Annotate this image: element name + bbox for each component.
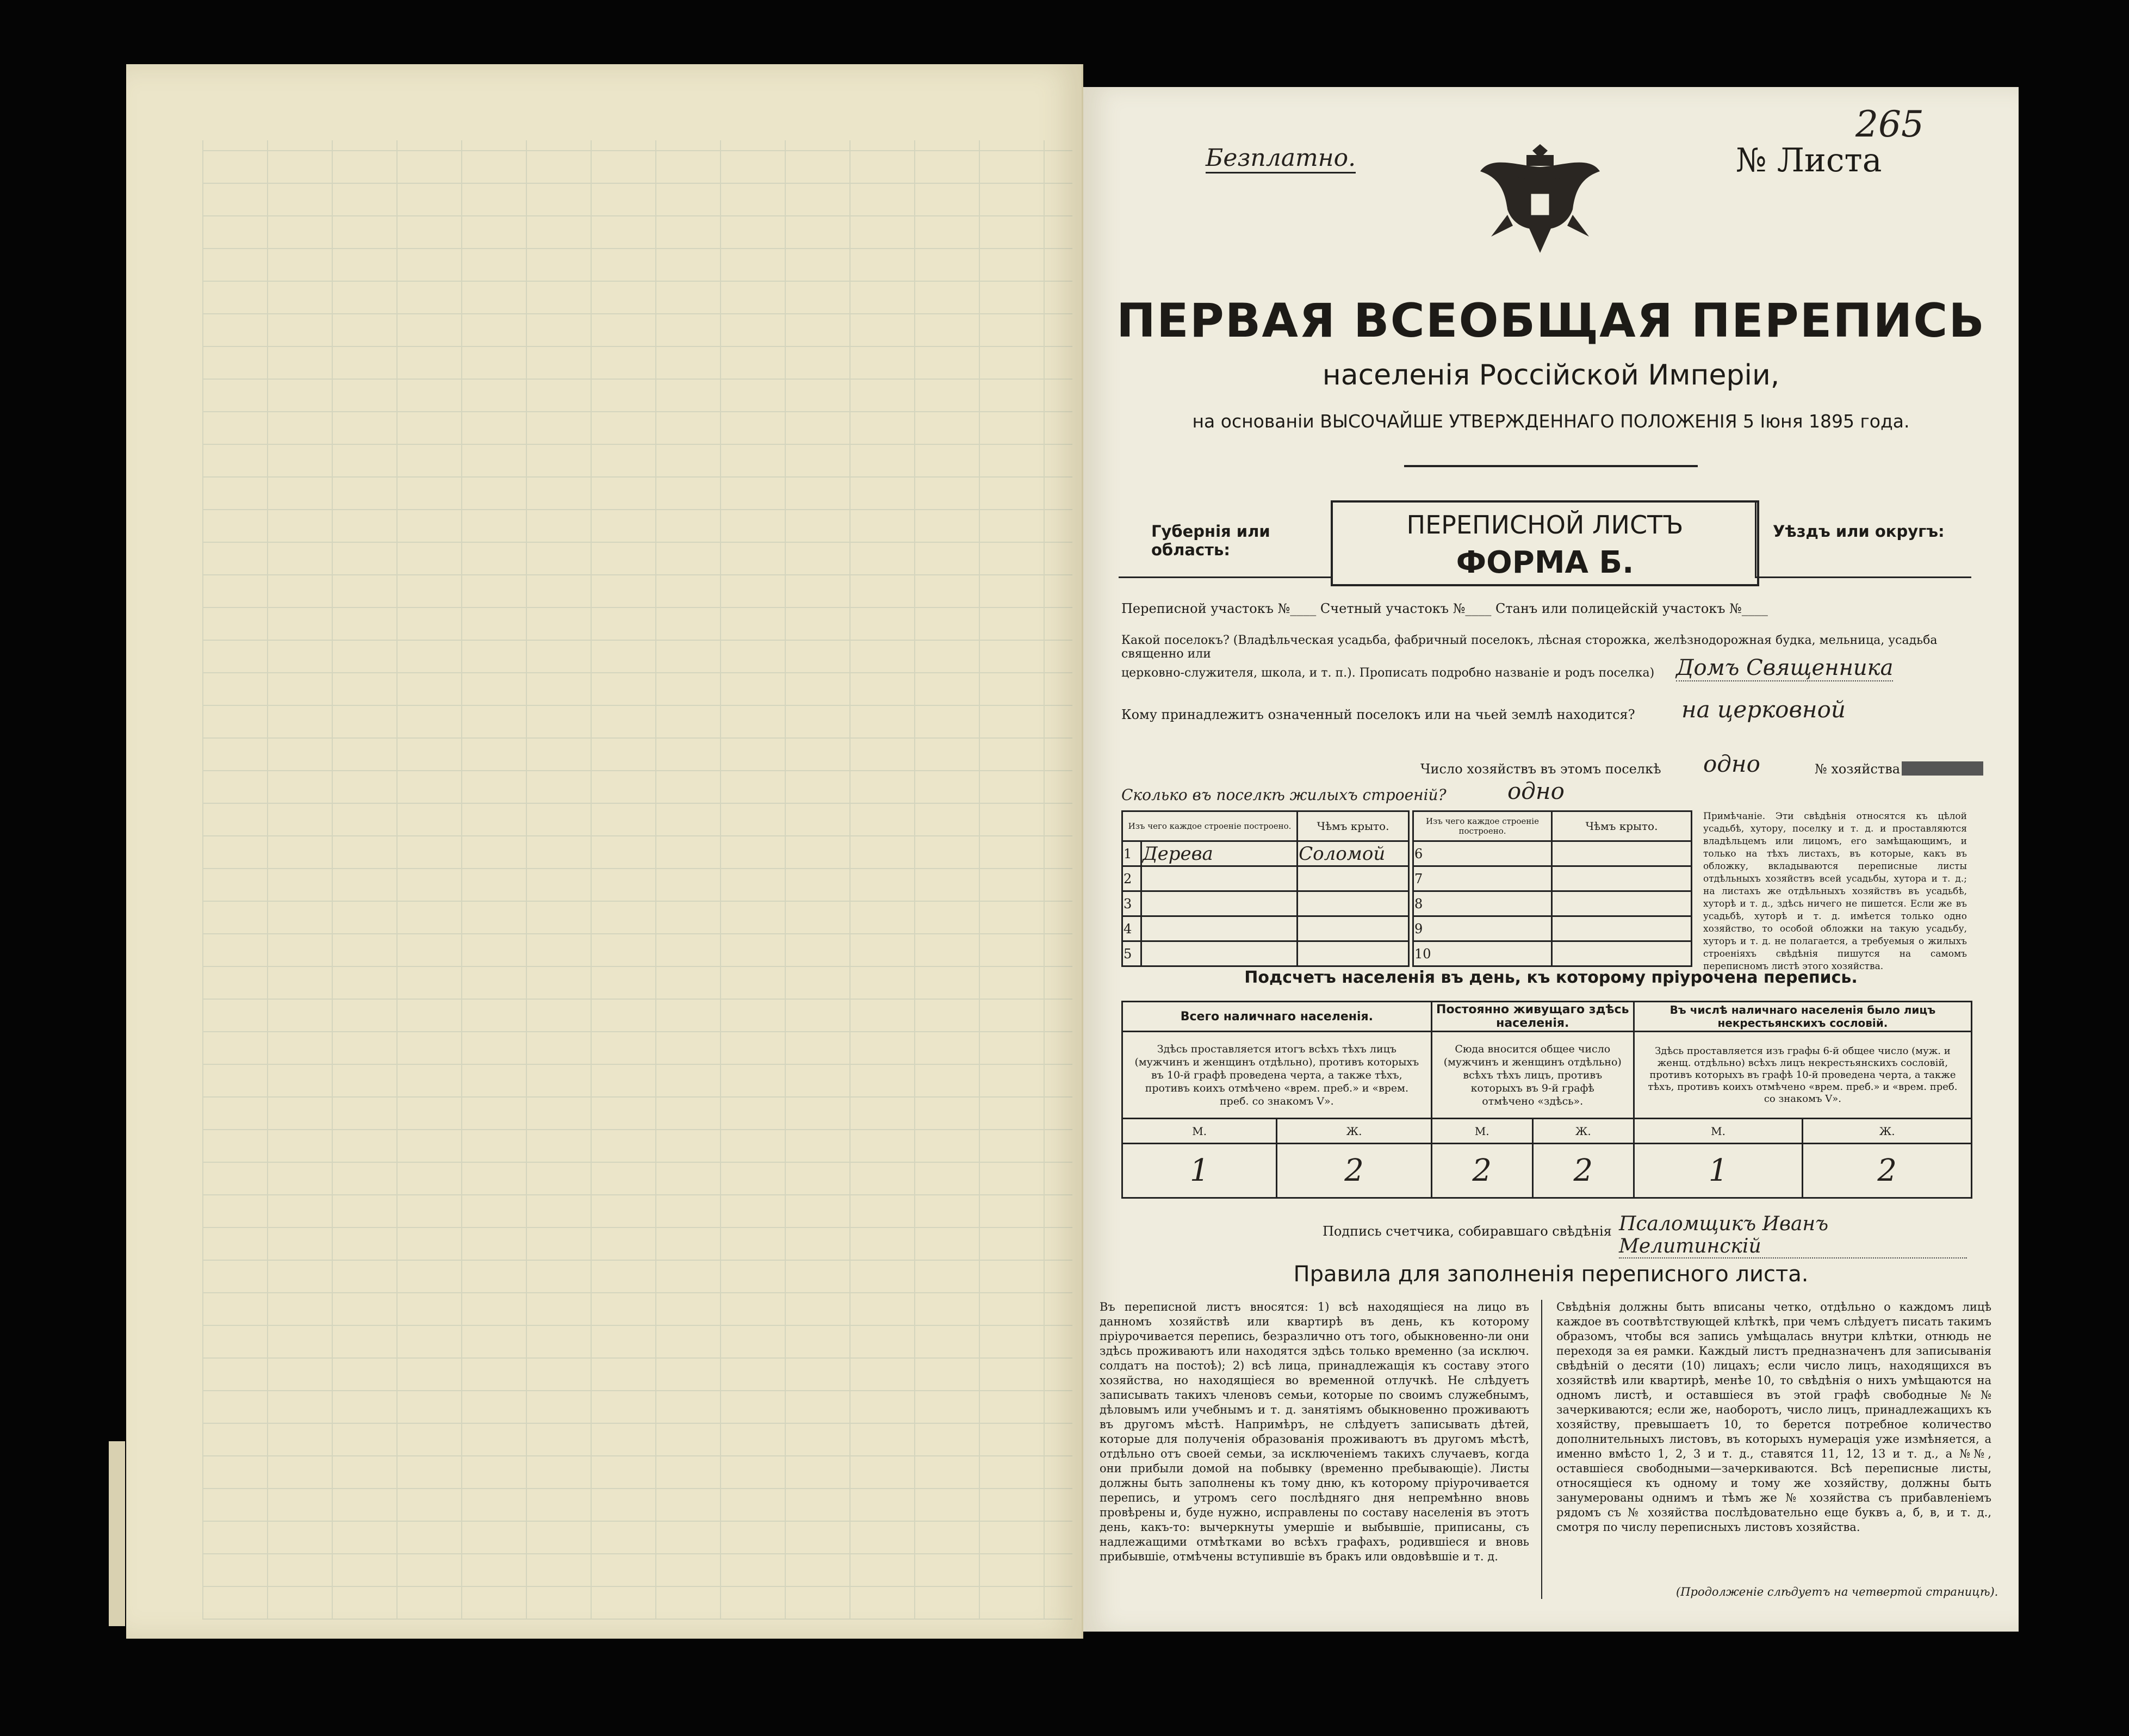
population-count-table [1121, 1001, 1972, 1199]
row-number: 5 [1122, 941, 1141, 966]
roof-cell [1298, 891, 1409, 916]
roof-cell [1552, 841, 1692, 866]
form-title-box [1331, 500, 1759, 586]
material-header: Изъ чего каждое строеніе построено. [1122, 811, 1298, 841]
row-number: 9 [1413, 916, 1552, 941]
form-name: ФОРМА Б. [1456, 545, 1634, 580]
page-stack-edge [109, 1441, 125, 1626]
buildings-table-left [1121, 810, 1410, 967]
female-label: Ж. [1277, 1119, 1431, 1144]
buildings-note: Примѣчаніе. Эти свѣдѣнія относятся къ цѣлой усадьбѣ, хутору, поселку и т. д. и проставляются владѣльцемъ или лицомъ, его замѣщающимъ, и только на тѣхъ листахъ, въ которые, какъ въ обложку, вкладываются переписные листы отдѣльныхъ хозяйствъ всей усадьбы, хутора и т. д.; на листахъ же отдѣльныхъ хозяйствъ въ усадьбѣ, хуторѣ и т. д., здѣсь ничего не пишется. Если же въ усадьбѣ, хуторѣ и т. д. имѣется только одно хозяйство, то особой обложки на такую усадьбу, хуторъ и т. д. не полагается, а требуемыя о жилыхъ строеніяхъ свѣдѣнія пишутся на самомъ переписномъ листѣ этого хозяйства. [1703, 811, 1967, 972]
female-label: Ж. [1803, 1119, 1972, 1144]
row-number: 3 [1122, 891, 1141, 916]
sheet-number-label: № Листа [1736, 141, 1882, 179]
roof-cell: Соломой [1298, 841, 1409, 866]
census-title: ПЕРВАЯ ВСЕОБЩАЯ ПЕРЕПИСЬ [1116, 294, 1985, 348]
district-numbers-line: Переписной участокъ №____ Счетный участокъ №____ Станъ или полицейскій участокъ №____ [1121, 601, 1768, 616]
form-header-boxes [1119, 500, 1970, 582]
buildings-value: одно [1507, 778, 1565, 804]
total-male-value: 1 [1122, 1144, 1277, 1198]
census-form-page [1083, 87, 2019, 1632]
settlement-question: Какой поселокъ? (Владѣльческая усадьба, фабричный поселокъ, лѣсная сторожка, желѣзнодорожная будка, мельница, усадьба священно или [1121, 634, 1938, 661]
roof-header: Чѣмъ крыто. [1298, 811, 1409, 841]
rules-right-column: Свѣдѣнія должны быть вписаны четко, отдѣльно о каждомъ лицѣ каждое въ соотвѣтствующей клѣткѣ, при чемъ слѣдуетъ писать такимъ образомъ, чтобы вся запись умѣщалась внутри клѣтки, отнюдь не переходя за ея рамки. Каждый листъ предназначенъ для записыванія свѣдѣній о десяти (10) лицахъ; если число лицъ, находящихся въ хозяйствѣ или квартирѣ, менѣе 10, то свѣдѣнія о нихъ умѣщаются на одномъ листѣ, и оставшіеся въ этой графѣ свободные №№ зачеркиваются; если же, наоборотъ, число лицъ, принадлежащихъ къ хозяйству, превышаетъ 10, то берется потребное количество дополнительныхъ листовъ, въ которыхъ нумерація уже измѣняется, а именно вмѣсто 1, 2, 3 и т. д., ставятся 11, 12, 13 и т. д., а №№, оставшіеся свободными—зачеркиваются. Всѣ переписные листы, относящіеся къ одному и тому же хозяйству, должны быть занумерованы однимъ и тѣмъ же № хозяйства съ прибавленіемъ рядомъ съ № хозяйства послѣдовательно еще буквъ а, б, в, и т. д., смотря по числу переписныхъ листовъ хозяйства. [1556, 1300, 1991, 1534]
settlement-value: Домъ Священника [1676, 655, 1894, 680]
census-subtitle: населенія Россійской Имперіи, [1322, 359, 1780, 392]
material-cell [1141, 891, 1298, 916]
roof-cell [1298, 866, 1409, 891]
buildings-table-right [1412, 810, 1692, 967]
owner-question: Кому принадлежитъ означенный поселокъ или на чьей землѣ находится? [1121, 707, 1635, 722]
row-number: 2 [1122, 866, 1141, 891]
material-cell [1141, 916, 1298, 941]
permanent-female-value: 2 [1532, 1144, 1634, 1198]
rules-left-column: Въ переписной листъ вносятся: 1) всѣ находящіеся на лицо въ данномъ хозяйствѣ или квартирѣ въ день, къ которому пріурочивается перепись, безразлично отъ того, обыкновенно-ли они здѣсь проживаютъ или находятся здѣсь только временно (за исключ. солдатъ на постоѣ); 2) всѣ лица, принадлежащія къ составу этого хозяйства, но находящіеся во временной отлучкѣ. Не слѣдуетъ записывать такихъ членовъ семьи, которые по своимъ служебнымъ, дѣловымъ или учебнымъ и т. д. занятіямъ обыкновенно проживаютъ въ другомъ мѣстѣ. Напримѣръ, не слѣдуетъ записывать дѣтей, которые для полученія образованія проживаютъ въ другомъ мѣстѣ, отдѣльно отъ своей семьи, за исключеніемъ такихъ случаевъ, когда они прибыли домой на побывку (временно пребывающіе). Листы должны быть заполнены къ тому дню, къ которому пріурочивается перепись, и утромъ сего послѣдняго дня непремѣнно вновь провѣрены и, буде нужно, исправлены по составу населенія въ этотъ день, какъ-то: вычеркнуты умершіе и выбывшіе, приписаны, съ надлежащими отмѣтками во всѣхъ графахъ, родившіеся и вновь прибывшіе, отмѣчены вступившіе въ бракъ или овдовѣвшіе и т. д. [1100, 1300, 1529, 1563]
male-label: М. [1122, 1119, 1277, 1144]
row-number: 7 [1413, 866, 1552, 891]
roof-cell [1552, 916, 1692, 941]
material-cell [1141, 866, 1298, 891]
total-present-desc: Здѣсь проставляется итогъ всѣхъ тѣхъ лицъ (мужчинъ и женщинъ отдѣльно), противъ которыхъ въ 10-й графѣ проведена черта, а также тѣхъ, противъ коихъ отмѣчено «врем. преб.» и «врем. преб. со знакомъ V». [1122, 1032, 1432, 1119]
guberniya-label: Губернія или область: [1151, 522, 1270, 559]
rules-title: Правила для заполненія переписного листа. [1293, 1262, 1809, 1287]
roof-cell [1298, 916, 1409, 941]
household-number-blackout [1902, 761, 1983, 776]
owner-value: на церковной [1681, 696, 1846, 723]
row-number: 8 [1413, 891, 1552, 916]
double-headed-eagle-emblem [1475, 133, 1605, 280]
household-number-label: № хозяйства [1815, 761, 1901, 777]
total-female-value: 2 [1277, 1144, 1431, 1198]
non-peasant-male-value: 1 [1634, 1144, 1803, 1198]
form-title: ПЕРЕПИСНОЙ ЛИСТЪ [1406, 510, 1684, 540]
roof-cell [1298, 941, 1409, 966]
uezd-box [1755, 500, 1971, 578]
households-question: Число хозяйствъ въ этомъ поселкѣ [1420, 761, 1661, 777]
female-label: Ж. [1532, 1119, 1634, 1144]
roof-cell [1552, 941, 1692, 966]
guberniya-box [1119, 500, 1332, 578]
row-number: 1 [1122, 841, 1141, 866]
row-number: 6 [1413, 841, 1552, 866]
continued-note: (Продолженіе слѣдуетъ на четвертой страницѣ). [1676, 1585, 1998, 1598]
settlement-question-2: церковно-служителя, школа, и т. п.). Прописать подробно названіе и родъ поселка) [1121, 666, 1655, 680]
count-title: Подсчетъ населенія въ день, къ которому пріурочена перепись. [1244, 968, 1858, 987]
roof-cell [1552, 866, 1692, 891]
material-header: Изъ чего каждое строеніе построено. [1413, 811, 1552, 841]
households-value: одно [1703, 751, 1760, 777]
enumerator-signature: Псаломщикъ Иванъ Мелитинскій [1619, 1213, 1967, 1258]
roof-header: Чѣмъ крыто. [1552, 811, 1692, 841]
male-label: М. [1431, 1119, 1532, 1144]
signature-label: Подпись счетчика, собиравшаго свѣдѣнія [1323, 1224, 1612, 1239]
material-cell [1141, 941, 1298, 966]
non-peasant-female-value: 2 [1803, 1144, 1972, 1198]
non-peasant-desc: Здѣсь проставляется изъ графы 6-й общее число (муж. и женщ. отдѣльно) всѣхъ лицъ некрестьянскихъ сословій, противъ которыхъ въ графѣ 10-й проведена черта, а также тѣхъ, противъ коихъ отмѣчено «врем. преб.» и «врем. преб. со знакомъ V». [1634, 1032, 1971, 1119]
material-cell: Дерева [1141, 841, 1298, 866]
rules-divider [1541, 1300, 1542, 1599]
permanent-residents-desc: Сюда вносится общее число (мужчинъ и женщинъ отдѣльно) всѣхъ тѣхъ лицъ, противъ которыхъ въ 9-й графѣ отмѣчено «здѣсь». [1431, 1032, 1634, 1119]
blank-left-page [126, 64, 1083, 1639]
permanent-male-value: 2 [1431, 1144, 1532, 1198]
permanent-residents-header: Постоянно живущаго здѣсь населенія. [1431, 1002, 1634, 1032]
row-number: 4 [1122, 916, 1141, 941]
row-number: 10 [1413, 941, 1552, 966]
faint-show-through-grid [202, 140, 1072, 1620]
uezd-label: Уѣздъ или округъ: [1773, 522, 1945, 541]
title-rule [1404, 465, 1698, 467]
census-basis-line: на основаніи ВЫСОЧАЙШЕ УТВЕРЖДЕННАГО ПОЛОЖЕНІЯ 5 Іюня 1895 года. [1192, 411, 1910, 432]
total-present-header: Всего наличнаго населенія. [1122, 1002, 1432, 1032]
roof-cell [1552, 891, 1692, 916]
sheet-number-handwritten: 265 [1855, 103, 1924, 145]
buildings-question: Сколько въ поселкѣ жилыхъ строеній? [1121, 786, 1447, 804]
male-label: М. [1634, 1119, 1803, 1144]
free-label: Безплатно. [1206, 144, 1356, 173]
non-peasant-header: Въ числѣ наличнаго населенія было лицъ некрестьянскихъ сословій. [1634, 1002, 1971, 1032]
